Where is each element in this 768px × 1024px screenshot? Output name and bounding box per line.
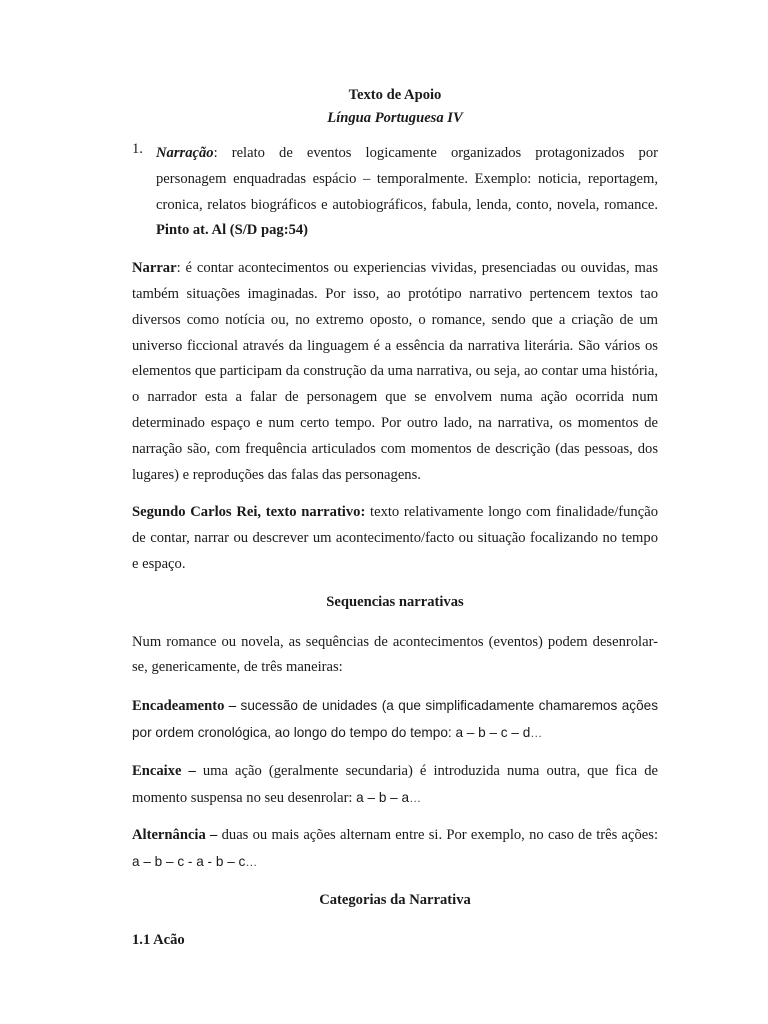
encadeamento-text: sucessão de unidades (a que simplificadamente chamaremos ações por ordem cronológica, ao longo do tempo do tempo: xyxy=(132,698,658,740)
document-title: Texto de Apoio xyxy=(348,87,442,103)
encaixe-sequence: a – b – a xyxy=(356,789,410,805)
encadeamento-ellipsis: … xyxy=(530,725,544,740)
list-item-narracao xyxy=(132,141,658,244)
encadeamento-term: Encadeamento – xyxy=(132,698,237,715)
alternancia-term: Alternância – xyxy=(132,827,218,844)
heading-categorias: Categorias da Narrativa xyxy=(319,891,471,908)
narracao-term: Narração xyxy=(156,145,214,161)
alternancia-sequence: a – b – c - a - b – c xyxy=(132,854,246,870)
document-subtitle: Língua Portuguesa IV xyxy=(327,110,463,126)
narracao-paragraph xyxy=(156,141,658,244)
narrar-text: : é contar acontecimentos ou experiencias vividas, presenciadas ou ouvidas, mas também situações imaginadas. Por isso, ao protótipo narrativo pertencem textos tao diversos como notícia ou, no extremo oposto, o romance, sendo que a criação de um universo ficcional através da linguagem é a essência da narrativa literária. São vários os elementos que participam da construção da uma narrativa, ou seja, ao contar uma história, o narrador esta a falar de personagem que se envolvem numa ação ocorrida num determinado espaço e num certo tempo. Por outro lado, na narrativa, os momentos de narração são, com frequência articulados com momentos de descrição (das pessoas, dos lugares) e reproduções das falas das personagens. xyxy=(132,260,658,483)
section-1-1-label: 1.1 Acão xyxy=(132,931,185,948)
narrar-paragraph xyxy=(132,256,658,488)
sequencias-intro: Num romance ou novela, as sequências de acontecimentos (eventos) podem desenrolar-se, genericamente, de três maneiras: xyxy=(132,633,658,676)
document-body xyxy=(132,84,658,954)
encadeamento-sequence: a – b – c – d xyxy=(455,724,531,740)
narracao-citation: Pinto at. Al (S/D pag:54) xyxy=(156,222,309,239)
encadeamento-paragraph xyxy=(132,693,658,747)
alternancia-ellipsis: … xyxy=(245,855,259,870)
section-heading-1-1 xyxy=(132,928,658,954)
encaixe-ellipsis: … xyxy=(409,790,423,805)
list-number: 1. xyxy=(132,141,143,157)
encaixe-paragraph xyxy=(132,759,658,812)
narrar-term: Narrar xyxy=(132,260,177,277)
segundo-paragraph xyxy=(132,500,658,577)
encaixe-text: uma ação (geralmente secundaria) é introduzida numa outra, que fica de momento suspensa no seu desenrolar: xyxy=(132,762,658,806)
heading-sequencias: Sequencias narrativas xyxy=(326,593,464,610)
alternancia-paragraph xyxy=(132,823,658,876)
encaixe-term: Encaixe – xyxy=(132,762,196,779)
narracao-text: : relato de eventos logicamente organizados protagonizados por personagem enquadradas espácio – temporalmente. Exemplo: noticia, reportagem, cronica, relatos biográficos e autobiográficos, fabula, lenda, conto, novela, romance. xyxy=(156,145,658,213)
segundo-term: Segundo Carlos Rei, texto narrativo: xyxy=(132,504,366,521)
segundo-text: texto relativamente longo com finalidade/função de contar, narrar ou descrever um acontecimento/facto ou situação focalizando no tempo e espaço. xyxy=(132,504,658,572)
alternancia-text: duas ou mais ações alternam entre si. Por exemplo, no caso de três ações: xyxy=(217,827,659,844)
